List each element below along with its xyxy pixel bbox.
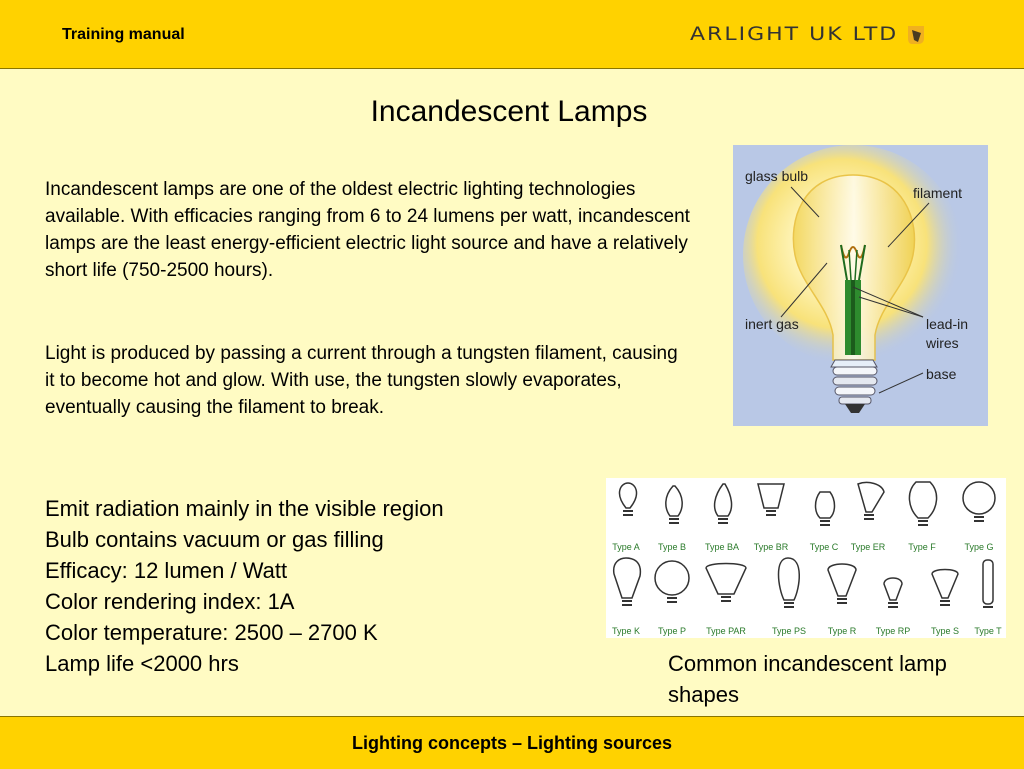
label-inert-gas: inert gas [745, 316, 799, 332]
lamp-type-label: Type C [809, 542, 839, 552]
lamp-type-label: Type ER [850, 542, 886, 552]
label-glass-bulb: glass bulb [745, 168, 809, 184]
list-item: Color temperature: 2500 – 2700 K [45, 620, 378, 645]
label-base: base [926, 366, 957, 382]
lamp-type-label: Type P [657, 626, 687, 636]
lamp-type-label: Type BR [753, 542, 789, 552]
header-bar [0, 0, 1024, 69]
footer-bar [0, 716, 1024, 769]
lamp-shapes-figure [606, 478, 1006, 638]
lamp-type-label: Type R [827, 626, 857, 636]
slide-title: Incandescent Lamps [370, 95, 648, 128]
lamp-type-label: Type A [612, 542, 640, 552]
label-filament: filament [913, 185, 963, 201]
company-logo [690, 22, 926, 47]
logo-mark-icon [906, 24, 926, 46]
lamp-type-label: Type PAR [706, 626, 746, 636]
lamp-type-label: Type RP [875, 626, 911, 636]
list-item: Efficacy: 12 lumen / Watt [45, 558, 288, 583]
lamp-type-label: Type BA [704, 542, 740, 552]
lamp-type-label: Type S [930, 626, 960, 636]
lamp-type-label: Type T [974, 626, 1002, 636]
list-item: Color rendering index: 1A [45, 589, 295, 614]
lamp-shapes-caption: Common incandescent lamp shapes [668, 651, 947, 707]
lamp-type-label: Type B [657, 542, 687, 552]
label-lead-in: lead-in [926, 316, 969, 332]
lamp-type-label: Type PS [771, 626, 807, 636]
logo-text: ARLIGHT UK LTD [690, 23, 899, 46]
lamp-type-label: Type G [964, 542, 994, 552]
intro-paragraph: Incandescent lamps are one of the oldest electric lighting technologies available. With efficacies ranging from 6 to 24 lumens per watt, incandescent lamps are the least energy-efficient electric light source and have a relatively short life (750-2500 hours). [45, 179, 690, 281]
lamp-type-label: Type F [908, 542, 936, 552]
list-item: Bulb contains vacuum or gas filling [45, 527, 384, 552]
properties-list [45, 493, 585, 679]
header-title: Training manual [62, 26, 185, 43]
label-wires: wires [926, 335, 959, 351]
list-item: Emit radiation mainly in the visible region [45, 496, 444, 521]
lamp-shapes-illustration [606, 478, 1006, 638]
list-item: Lamp life <2000 hrs [45, 651, 239, 676]
lamp-type-label: Type K [611, 626, 641, 636]
bulb-illustration [733, 145, 988, 426]
bulb-diagram [733, 145, 988, 426]
footer-text: Lighting concepts – Lighting sources [351, 733, 673, 753]
light-production-paragraph: Light is produced by passing a current through a tungsten filament, causing it to become hot and glow. With use, the tungsten slowly evaporates, eventually causing the filament to break. [45, 343, 678, 418]
